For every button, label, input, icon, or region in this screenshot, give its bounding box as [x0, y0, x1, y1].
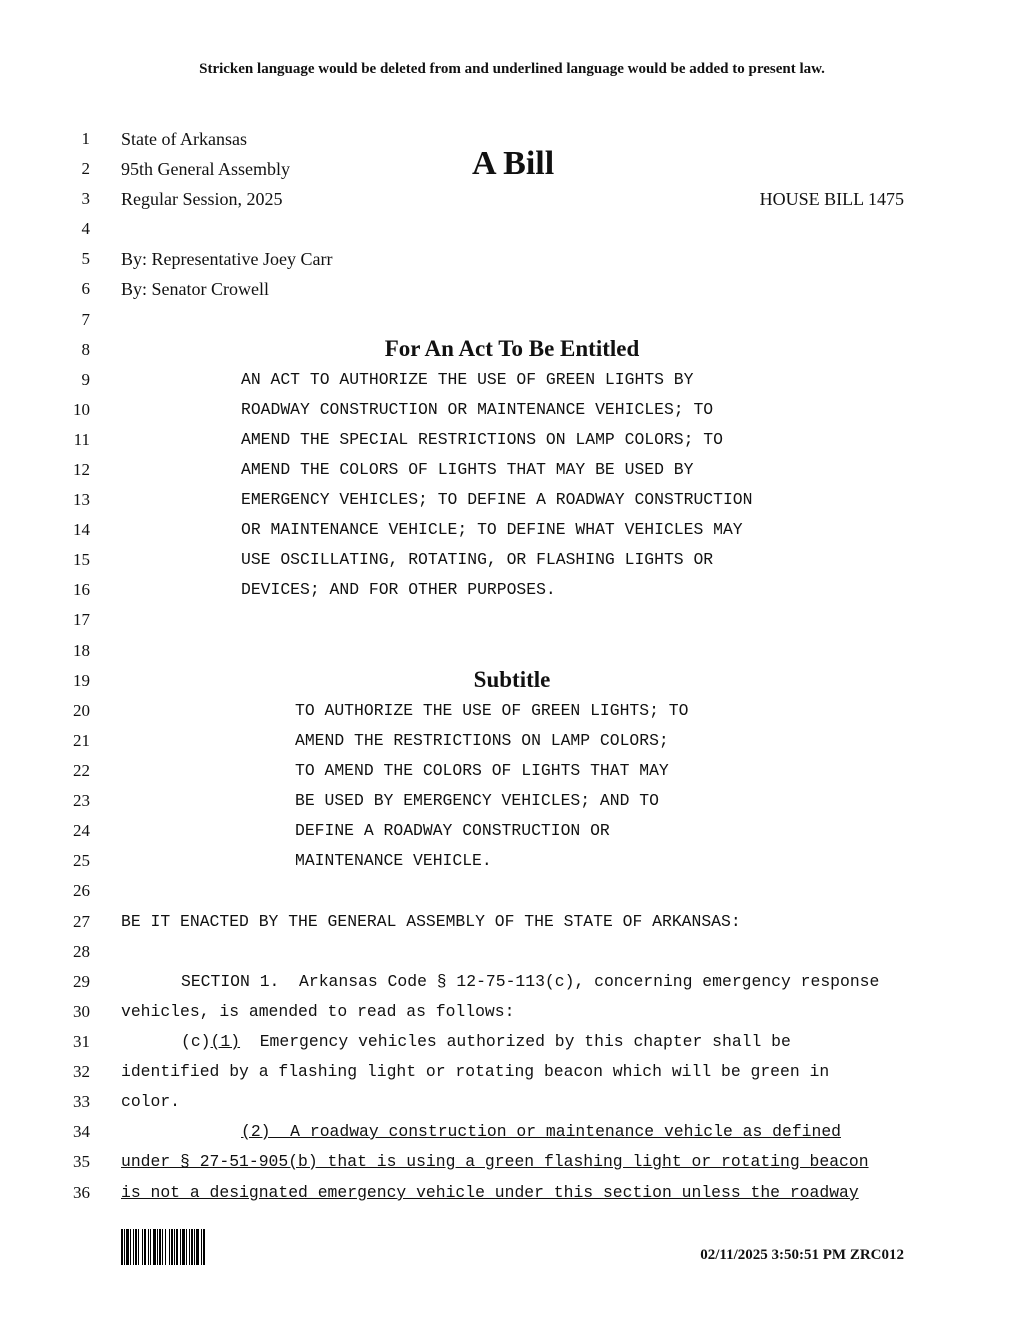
- session: Regular Session, 2025: [121, 189, 283, 209]
- line-number: 35: [73, 1152, 90, 1171]
- line-number: 10: [73, 400, 90, 419]
- line-number: 13: [73, 490, 90, 509]
- line-number: 19: [73, 671, 90, 690]
- line-number: 28: [73, 942, 90, 961]
- subtitle-line: TO AMEND THE COLORS OF LIGHTS THAT MAY: [295, 761, 669, 780]
- line-number: 31: [73, 1032, 90, 1051]
- subtitle-line: TO AUTHORIZE THE USE OF GREEN LIGHTS; TO: [295, 701, 689, 720]
- line-number: 34: [73, 1122, 90, 1141]
- line-number: 8: [81, 340, 90, 359]
- line-number: 14: [73, 520, 90, 539]
- line-number: 3: [81, 189, 90, 208]
- enacting-clause: BE IT ENACTED BY THE GENERAL ASSEMBLY OF THE STATE OF ARKANSAS:: [121, 912, 741, 931]
- line-number: 26: [73, 881, 90, 900]
- subtitle-heading: Subtitle: [473, 667, 551, 692]
- act-title-line: USE OSCILLATING, ROTATING, OR FLASHING LIGHTS OR: [241, 550, 714, 569]
- line-number: 27: [73, 912, 90, 931]
- act-title-line: ROADWAY CONSTRUCTION OR MAINTENANCE VEHICLES; TO: [241, 400, 714, 419]
- barcode-icon: [121, 1229, 249, 1265]
- line-number: 16: [73, 580, 90, 599]
- inserted-text: under § 27-51-905(b) that is using a green flashing light or rotating beacon: [121, 1152, 869, 1171]
- section-text: Emergency vehicles authorized by this chapter shall be: [240, 1032, 791, 1051]
- inserted-text: is not a designated emergency vehicle under this section unless the roadway: [121, 1183, 859, 1202]
- general-assembly: 95th General Assembly: [121, 159, 290, 179]
- line-number: 32: [73, 1062, 90, 1081]
- line-number: 18: [73, 641, 90, 660]
- line-number: 24: [73, 821, 90, 840]
- line-number: 15: [73, 550, 90, 569]
- act-title-line: OR MAINTENANCE VEHICLE; TO DEFINE WHAT VEHICLES MAY: [241, 520, 743, 539]
- act-title-line: AMEND THE SPECIAL RESTRICTIONS ON LAMP COLORS; TO: [241, 430, 723, 449]
- amendment-notice: Stricken language would be deleted from and underlined language would be added to present law.: [199, 61, 825, 77]
- line-number: 36: [73, 1183, 90, 1202]
- section-line: identified by a flashing light or rotating beacon which will be green in: [121, 1062, 830, 1081]
- line-number: 11: [73, 430, 90, 449]
- subtitle-line: AMEND THE RESTRICTIONS ON LAMP COLORS;: [295, 731, 669, 750]
- line-number: 5: [81, 249, 90, 268]
- line-number: 6: [81, 279, 90, 298]
- subtitle-line: DEFINE A ROADWAY CONSTRUCTION OR: [295, 821, 610, 840]
- sponsor-representative: By: Representative Joey Carr: [121, 249, 333, 269]
- act-title-line: AN ACT TO AUTHORIZE THE USE OF GREEN LIGHTS BY: [241, 370, 694, 389]
- line-number: 9: [81, 370, 90, 389]
- section-line: vehicles, is amended to read as follows:: [121, 1002, 515, 1021]
- line-number: 17: [73, 610, 90, 629]
- line-number: 30: [73, 1002, 90, 1021]
- line-number: 7: [81, 310, 90, 329]
- line-number: 25: [73, 851, 90, 870]
- line-number: 22: [73, 761, 90, 780]
- inserted-text: (1): [210, 1032, 241, 1051]
- line-number: 21: [73, 731, 90, 750]
- entitled-heading: For An Act To Be Entitled: [384, 336, 640, 361]
- act-title-line: DEVICES; AND FOR OTHER PURPOSES.: [241, 580, 556, 599]
- section-line: SECTION 1. Arkansas Code § 12-75-113(c), concerning emergency response: [181, 972, 880, 991]
- line-number: 23: [73, 791, 90, 810]
- state-name: State of Arkansas: [121, 129, 247, 149]
- act-title-line: AMEND THE COLORS OF LIGHTS THAT MAY BE USED BY: [241, 460, 694, 479]
- subsection-label: (c): [181, 1032, 211, 1051]
- footer-timestamp: 02/11/2025 3:50:51 PM ZRC012: [700, 1247, 904, 1263]
- line-number: 20: [73, 701, 90, 720]
- line-number: 33: [73, 1092, 90, 1111]
- line-number: 12: [73, 460, 90, 479]
- line-number: 2: [81, 159, 90, 178]
- line-number: 1: [81, 129, 90, 148]
- subtitle-line: BE USED BY EMERGENCY VEHICLES; AND TO: [295, 791, 659, 810]
- line-number: 29: [73, 972, 90, 991]
- act-title-line: EMERGENCY VEHICLES; TO DEFINE A ROADWAY CONSTRUCTION: [241, 490, 753, 509]
- line-number: 4: [81, 219, 90, 238]
- barcode-bar: [205, 1229, 206, 1265]
- sponsor-senator: By: Senator Crowell: [121, 279, 269, 299]
- bill-number: HOUSE BILL 1475: [759, 189, 904, 209]
- section-line: color.: [121, 1092, 181, 1111]
- section-line: [181, 1032, 791, 1052]
- bill-title: A Bill: [472, 145, 555, 182]
- inserted-text: (2) A roadway construction or maintenance vehicle as defined: [241, 1122, 841, 1141]
- subtitle-line: MAINTENANCE VEHICLE.: [295, 851, 492, 870]
